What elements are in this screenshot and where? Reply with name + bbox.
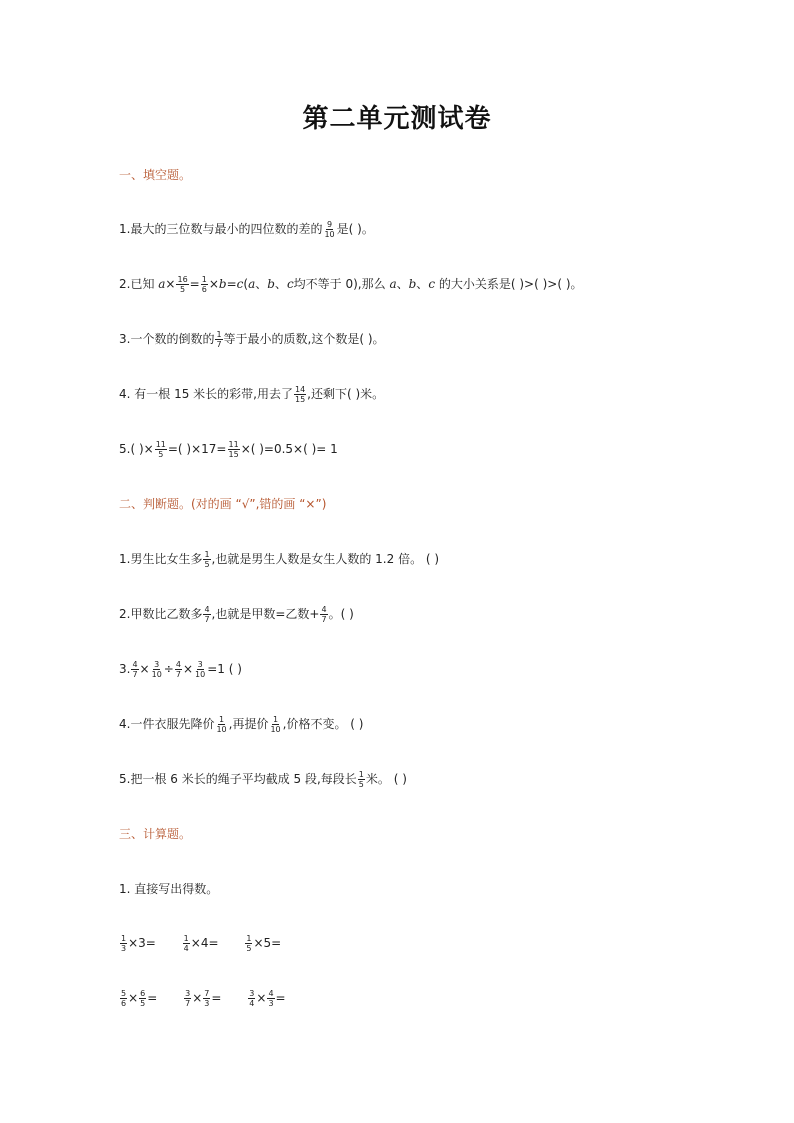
fraction-den: 3 xyxy=(268,999,274,1008)
fraction-den: 7 xyxy=(132,670,138,679)
fraction xyxy=(203,550,210,569)
text: ,还剩下( )米。 xyxy=(307,387,385,401)
fraction-num: 3 xyxy=(197,660,203,669)
fill-q5 xyxy=(119,434,338,464)
fraction-num: 7 xyxy=(204,989,210,998)
text: × xyxy=(128,991,139,1005)
fraction-den: 5 xyxy=(204,560,210,569)
calc-item xyxy=(247,983,285,1013)
fraction-num: 1 xyxy=(121,934,127,943)
fraction-num: 4 xyxy=(268,989,274,998)
judge-q5 xyxy=(119,764,407,794)
text: 3.一个数的倒数的 xyxy=(119,332,215,346)
judge-q4 xyxy=(119,709,363,739)
fraction-num: 1 xyxy=(201,275,207,284)
judge-q2 xyxy=(119,599,354,629)
fraction-den: 5 xyxy=(358,780,364,789)
fraction-num: 3 xyxy=(249,989,255,998)
calc-row-2 xyxy=(119,983,308,1013)
fraction xyxy=(175,660,182,679)
fraction-num: 4 xyxy=(321,605,327,614)
fraction-den: 6 xyxy=(121,999,127,1008)
fraction-den: 4 xyxy=(249,999,255,1008)
text: ×( )=0.5×( )= 1 xyxy=(240,442,338,456)
fraction-num: 1 xyxy=(246,934,252,943)
fraction xyxy=(201,275,208,294)
text: = xyxy=(211,991,222,1005)
op: × xyxy=(165,277,176,291)
fill-q2 xyxy=(119,269,583,299)
calc-intro: 1. 直接写出得数。 xyxy=(119,882,219,896)
fraction-num: 16 xyxy=(177,275,188,284)
fraction xyxy=(120,934,127,953)
op: × xyxy=(208,277,219,291)
fraction-num: 1 xyxy=(183,934,189,943)
fraction xyxy=(358,770,365,789)
text: ,也就是甲数=乙数+ xyxy=(211,607,320,621)
fraction xyxy=(120,989,127,1008)
var-c: c xyxy=(428,277,436,291)
fraction xyxy=(184,989,191,1008)
section-fill-blank: 一、填空题。 xyxy=(119,168,192,182)
text: × xyxy=(256,991,267,1005)
fraction-den: 7 xyxy=(204,615,210,624)
fraction-den: 10 xyxy=(324,230,335,239)
fraction-den: 5 xyxy=(246,944,252,953)
fill-q1-pre: 1.最大的三位数与最小的四位数的差的 xyxy=(119,222,323,236)
text: 5.( )× xyxy=(119,442,154,456)
judge-q1 xyxy=(119,544,439,574)
fraction-den: 7 xyxy=(185,999,191,1008)
fraction-den: 7 xyxy=(175,670,181,679)
text: = xyxy=(147,991,158,1005)
fraction-den: 3 xyxy=(121,944,127,953)
text: 均不等于 0),那么 xyxy=(293,277,390,291)
text: 3. xyxy=(119,662,131,676)
fraction-num: 1 xyxy=(219,715,225,724)
fraction xyxy=(155,440,167,459)
text: 米。 ( ) xyxy=(365,772,407,786)
text: 等于最小的质数,这个数是( )。 xyxy=(223,332,385,346)
fraction xyxy=(323,220,335,239)
fraction xyxy=(248,989,255,1008)
fraction xyxy=(194,660,206,679)
text: 、 xyxy=(396,277,409,291)
fraction xyxy=(245,934,252,953)
fraction-den: 4 xyxy=(183,944,189,953)
calc-item xyxy=(183,983,221,1013)
op: = xyxy=(226,277,237,291)
text: 的大小关系是( )>( )>( )。 xyxy=(435,277,583,291)
text: 4. 有一根 15 米长的彩带,用去了 xyxy=(119,387,293,401)
fraction-num: 5 xyxy=(121,989,127,998)
fraction-num: 1 xyxy=(273,715,279,724)
text: ,也就是男生人数是女生人数的 1.2 倍。 ( ) xyxy=(211,552,440,566)
var-b: b xyxy=(408,277,417,291)
calc-item xyxy=(119,983,157,1013)
fraction xyxy=(176,275,188,294)
fraction-num: 1 xyxy=(358,770,364,779)
text: 4.一件衣服先降价 xyxy=(119,717,215,731)
text: ×5= xyxy=(253,936,282,950)
fraction xyxy=(183,934,190,953)
fraction-den: 7 xyxy=(216,340,222,349)
fill-q1 xyxy=(119,214,374,244)
text: ,再提价 xyxy=(228,717,269,731)
fraction-den: 5 xyxy=(140,999,146,1008)
section-calc: 三、计算题。 xyxy=(119,827,192,841)
var-b: b xyxy=(267,277,275,291)
fraction xyxy=(294,385,306,404)
fraction xyxy=(131,660,138,679)
text: 。( ) xyxy=(328,607,354,621)
fraction-num: 4 xyxy=(132,660,138,669)
fraction xyxy=(215,715,227,734)
fraction-den: 7 xyxy=(321,615,327,624)
fill-q4 xyxy=(119,379,384,409)
fraction xyxy=(267,989,274,1008)
text: ( xyxy=(243,277,249,291)
fill-q3 xyxy=(119,324,385,354)
fraction-den: 10 xyxy=(270,725,281,734)
text: =1 ( ) xyxy=(207,662,242,676)
text: ,价格不变。 ( ) xyxy=(282,717,364,731)
fraction xyxy=(203,989,210,1008)
text: 、 xyxy=(255,277,268,291)
fraction xyxy=(139,989,146,1008)
fraction-den: 6 xyxy=(201,285,207,294)
calc-item xyxy=(244,928,281,958)
fraction-den: 3 xyxy=(204,999,210,1008)
fraction-den: 15 xyxy=(294,395,306,404)
text: ×4= xyxy=(190,936,219,950)
text: 2.甲数比乙数多 xyxy=(119,607,203,621)
text: × xyxy=(192,991,203,1005)
fraction-num: 11 xyxy=(228,440,239,449)
calc-row-1 xyxy=(119,928,303,958)
calc-item xyxy=(119,928,156,958)
op: × xyxy=(139,662,150,676)
fraction-num: 1 xyxy=(216,330,222,339)
op: = xyxy=(189,277,200,291)
section-judge: 二、判断题。(对的画 “√”,错的画 “×”) xyxy=(119,497,327,511)
fraction-num: 1 xyxy=(204,550,210,559)
var-c: c xyxy=(236,277,244,291)
fraction xyxy=(203,605,210,624)
fraction-num: 3 xyxy=(185,989,191,998)
fraction xyxy=(215,330,222,349)
calc-item xyxy=(182,928,219,958)
fraction-num: 14 xyxy=(294,385,306,394)
text: 、 xyxy=(274,277,287,291)
var-b: b xyxy=(218,277,227,291)
fraction-den: 15 xyxy=(228,450,239,459)
fraction-num: 4 xyxy=(204,605,210,614)
fraction xyxy=(269,715,281,734)
fraction-den: 10 xyxy=(195,670,206,679)
op: × xyxy=(182,662,194,676)
fraction-den: 10 xyxy=(216,725,227,734)
fraction-num: 3 xyxy=(154,660,160,669)
text: = xyxy=(275,991,286,1005)
fraction-num: 11 xyxy=(155,440,166,449)
op: ÷ xyxy=(163,662,174,676)
text: ×3= xyxy=(128,936,156,950)
text: 2.已知 xyxy=(119,277,159,291)
fill-q1-post: 是( )。 xyxy=(336,222,374,236)
text: 、 xyxy=(416,277,429,291)
page-title: 第二单元测试卷 xyxy=(302,104,492,134)
text: 1.男生比女生多 xyxy=(119,552,203,566)
fraction xyxy=(228,440,240,459)
fraction-den: 10 xyxy=(151,670,162,679)
fraction-num: 9 xyxy=(327,220,333,229)
fraction-num: 6 xyxy=(140,989,146,998)
text: 5.把一根 6 米长的绳子平均截成 5 段,每段长 xyxy=(119,772,357,786)
fraction-num: 4 xyxy=(175,660,181,669)
fraction xyxy=(320,605,327,624)
fraction-den: 5 xyxy=(158,450,164,459)
var-a: a xyxy=(248,277,256,291)
var-a: a xyxy=(158,277,166,291)
text: =( )×17= xyxy=(167,442,227,456)
fraction xyxy=(151,660,163,679)
var-a: a xyxy=(389,277,397,291)
fraction-den: 5 xyxy=(180,285,186,294)
var-c: c xyxy=(286,277,294,291)
judge-q3 xyxy=(119,654,242,684)
